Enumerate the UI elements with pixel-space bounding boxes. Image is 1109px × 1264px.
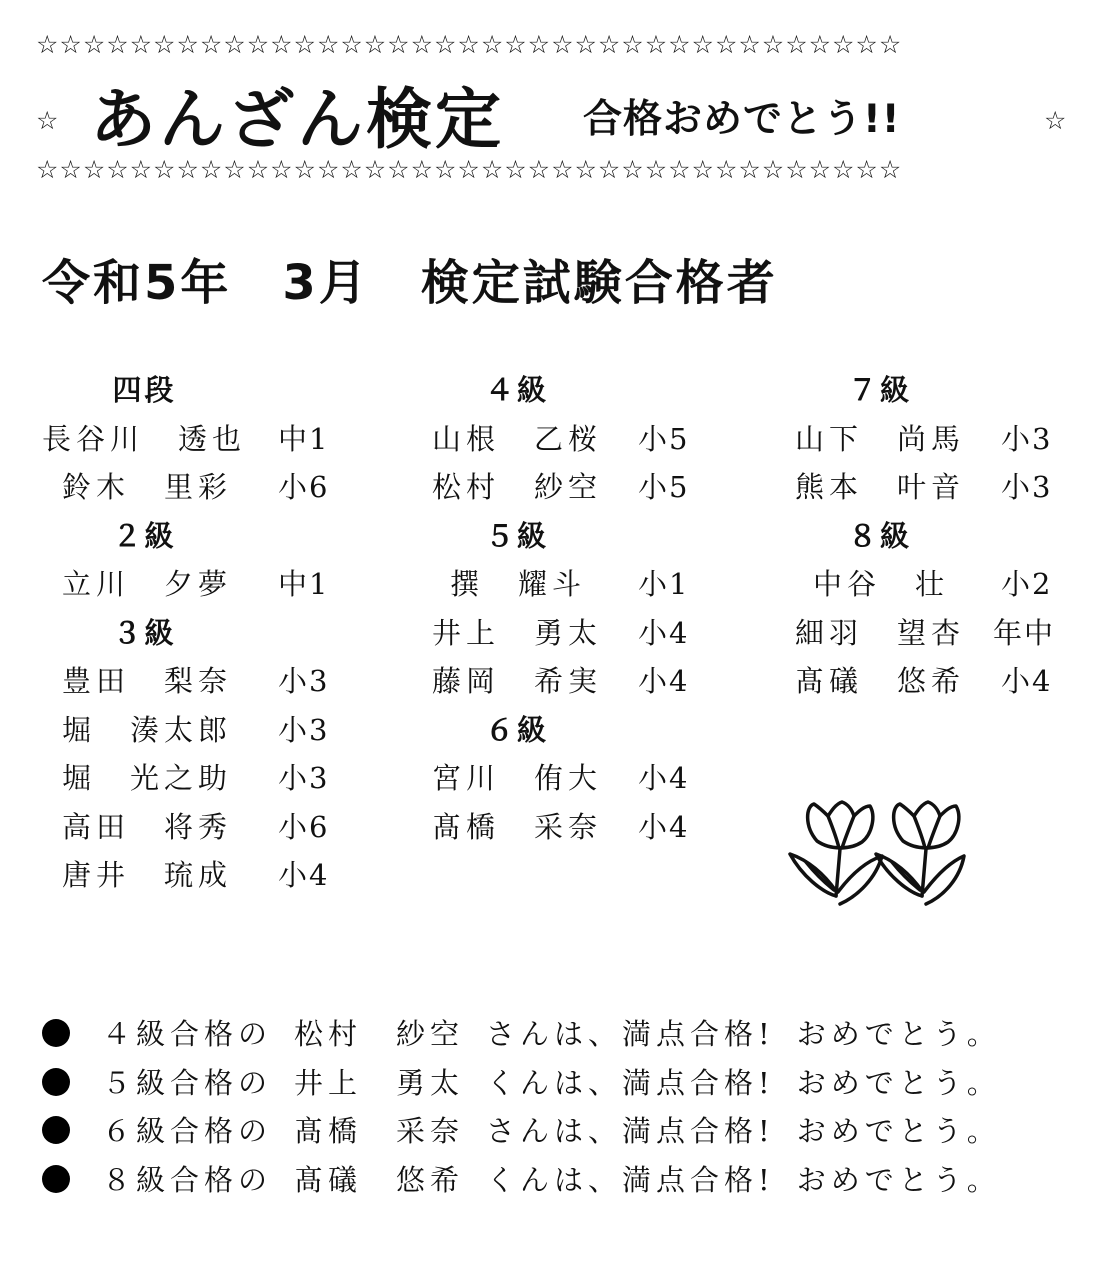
list-item xyxy=(42,463,342,512)
note-congrats: おめでとう。 xyxy=(796,1017,1001,1051)
note-grade: ４級合格の xyxy=(102,1017,273,1051)
list-item xyxy=(795,657,1075,706)
student-year: 中1 xyxy=(278,567,330,601)
note-congrats: おめでとう。 xyxy=(796,1162,1001,1197)
student-year: 小4 xyxy=(278,858,330,892)
student-name: 宮川 侑大 xyxy=(432,761,603,795)
student-name: 山下 尚馬 xyxy=(795,421,966,456)
page-subtitle: 合格おめでとう!! xyxy=(583,97,901,142)
student-year: 小5 xyxy=(638,421,690,456)
student-year: 小3 xyxy=(278,761,330,795)
student-name: 山根 乙桜 xyxy=(432,421,603,456)
student-name: 藤岡 希実 xyxy=(432,664,603,698)
student-year: 小3 xyxy=(1001,421,1053,456)
tulip-left xyxy=(790,802,882,904)
results-column-1 xyxy=(42,366,342,900)
note-text: さんは、満点合格! xyxy=(486,1017,775,1051)
student-year: 小4 xyxy=(1001,664,1053,698)
grade-heading: ６級 xyxy=(484,712,549,747)
perfect-score-notes xyxy=(42,1010,1001,1204)
list-item xyxy=(42,851,342,900)
student-year: 小4 xyxy=(638,761,690,795)
tulip-right xyxy=(876,802,964,904)
student-year: 小6 xyxy=(278,470,330,504)
list-item xyxy=(42,1059,1001,1108)
list-item xyxy=(42,1107,1001,1156)
list-item xyxy=(42,1010,1001,1059)
note-name: 井上 勇太 xyxy=(294,1065,465,1100)
list-item xyxy=(42,657,342,706)
list-item xyxy=(432,754,712,803)
list-item xyxy=(42,560,342,609)
note-grade: ８級合格の xyxy=(102,1162,273,1197)
student-name: 撰 耀斗 xyxy=(450,567,587,601)
student-year: 小4 xyxy=(638,809,690,844)
list-item xyxy=(432,463,712,512)
list-item xyxy=(42,415,342,464)
student-name: 立川 夕夢 xyxy=(62,567,233,601)
student-year: 小3 xyxy=(1001,470,1053,504)
list-item xyxy=(432,560,712,609)
student-name: 鈴木 里彩 xyxy=(62,470,233,504)
note-name: 髙礒 悠希 xyxy=(294,1162,465,1197)
student-year: 中1 xyxy=(278,421,330,456)
student-name: 高田 将秀 xyxy=(62,809,233,844)
student-year: 年中 xyxy=(993,615,1056,650)
student-name: 堀 光之助 xyxy=(62,761,233,795)
note-text: くんは、満点合格! xyxy=(486,1162,775,1197)
student-name: 髙礒 悠希 xyxy=(795,664,966,698)
list-item xyxy=(795,463,1075,512)
list-item xyxy=(795,415,1075,464)
note-name: 松村 紗空 xyxy=(294,1017,465,1051)
tulip-illustration xyxy=(784,796,969,925)
note-text: さんは、満点合格! xyxy=(486,1114,775,1148)
grade-heading: ４級 xyxy=(484,373,549,407)
note-text: くんは、満点合格! xyxy=(486,1065,775,1100)
list-item xyxy=(432,415,712,464)
star-icon-left: ☆ xyxy=(36,106,59,135)
page-title: あんざん検定 xyxy=(90,81,504,158)
student-year: 小2 xyxy=(1001,567,1053,601)
list-item xyxy=(795,560,1075,609)
grade-heading: ３級 xyxy=(112,615,177,650)
student-year: 小1 xyxy=(638,567,690,601)
student-year: 小4 xyxy=(638,615,690,650)
grade-heading: 四段 xyxy=(112,373,177,407)
note-grade: ６級合格の xyxy=(102,1114,273,1148)
student-name: 細羽 望杏 xyxy=(795,615,966,650)
grade-heading: ７級 xyxy=(847,373,912,407)
student-name: 熊本 叶音 xyxy=(795,470,966,504)
list-item xyxy=(42,754,342,803)
student-name: 井上 勇太 xyxy=(432,615,603,650)
student-name: 豊田 梨奈 xyxy=(62,664,233,698)
grade-heading: ５級 xyxy=(484,518,549,553)
list-item xyxy=(432,609,712,658)
student-year: 小3 xyxy=(278,712,330,747)
stars-border-bottom: ☆☆☆☆☆☆☆☆☆☆☆☆☆☆☆☆☆☆☆☆☆☆☆☆☆☆☆☆☆☆☆☆☆☆☆☆☆ xyxy=(36,155,903,184)
student-name: 堀 湊太郎 xyxy=(62,712,233,747)
student-name: 中谷 壮 xyxy=(813,567,950,601)
bullet-icon xyxy=(42,1019,70,1047)
list-item xyxy=(432,803,712,852)
results-column-3 xyxy=(795,366,1075,706)
grade-heading: ２級 xyxy=(112,518,177,553)
student-year: 小3 xyxy=(278,664,330,698)
results-column-2 xyxy=(432,366,712,851)
note-congrats: おめでとう。 xyxy=(796,1065,1001,1100)
list-item xyxy=(432,657,712,706)
tulip-icon xyxy=(784,796,969,921)
bullet-icon xyxy=(42,1068,70,1096)
note-name: 髙橋 采奈 xyxy=(294,1114,465,1148)
student-year: 小5 xyxy=(638,470,690,504)
student-name: 髙橋 采奈 xyxy=(432,809,603,844)
bullet-icon xyxy=(42,1165,70,1193)
bullet-icon xyxy=(42,1116,70,1144)
student-year: 小4 xyxy=(638,664,690,698)
star-icon-right: ☆ xyxy=(1044,106,1067,135)
student-name: 松村 紗空 xyxy=(432,470,603,504)
list-item xyxy=(795,609,1075,658)
list-heading: 令和5年 3月 検定試験合格者 xyxy=(42,255,778,311)
student-name: 長谷川 透也 xyxy=(42,421,247,456)
note-grade: ５級合格の xyxy=(102,1065,273,1100)
note-congrats: おめでとう。 xyxy=(796,1114,1001,1148)
student-name: 唐井 琉成 xyxy=(62,858,233,892)
list-item xyxy=(42,1156,1001,1205)
list-item xyxy=(42,706,342,755)
student-year: 小6 xyxy=(278,809,330,844)
stars-border-top: ☆☆☆☆☆☆☆☆☆☆☆☆☆☆☆☆☆☆☆☆☆☆☆☆☆☆☆☆☆☆☆☆☆☆☆☆☆ xyxy=(36,30,903,59)
grade-heading: ８級 xyxy=(847,518,912,553)
list-item xyxy=(42,803,342,852)
